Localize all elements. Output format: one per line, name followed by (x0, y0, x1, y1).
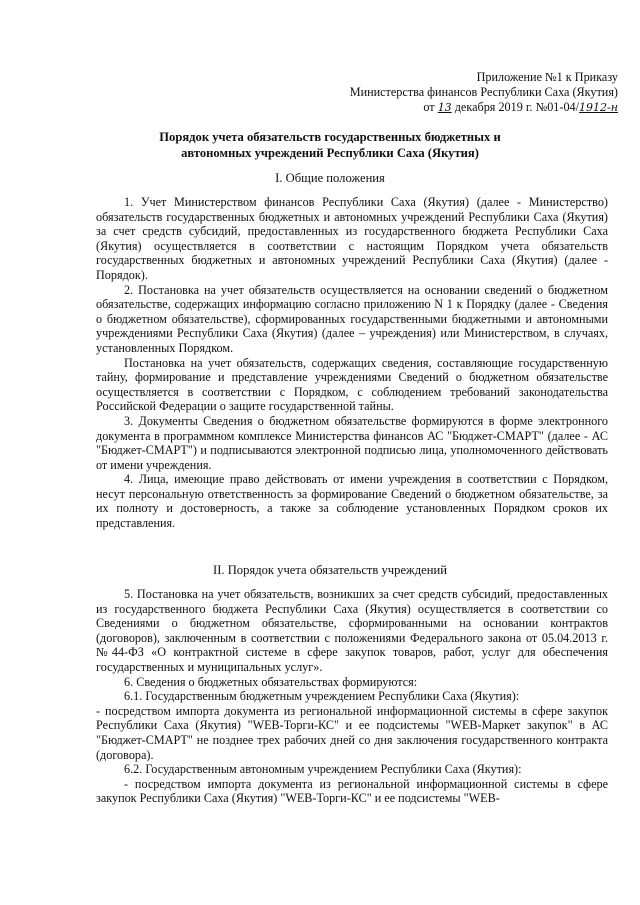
appendix-line-1: Приложение №1 к Приказу (476, 70, 618, 84)
paragraph: 6. Сведения о бюджетных обязательствах формируются: (124, 674, 418, 689)
appendix-line-3 (258, 100, 618, 115)
paragraph: Постановка на учет обязательств, содержащих сведения, составляющие государственную тайну, формирование и представление учреждениями Сведений о бюджетном обязательстве осуществляется в соответствии с Порядком, с соблюдением требований законодательства Российской Федерации о защите государственной тайны. (96, 355, 608, 414)
handwritten-number: 1912-н (579, 101, 618, 114)
paragraph: 6.2. Государственным автономным учреждением Республики Саха (Якутия): (124, 762, 522, 777)
section-2-heading: II. Порядок учета обязательств учреждений (213, 563, 447, 577)
paragraph: 4. Лица, имеющие право действовать от имени учреждения в соответствии с Порядком, несут персональную ответственность за формирование Сведений о бюджетном обязательстве, за их полноту и достоверность, а также за соблюдение установленных Порядком сроков их представления. (96, 472, 608, 531)
title-line-2: автономных учреждений Республики Саха (Якутия) (181, 146, 479, 160)
paragraph: 2. Постановка на учет обязательств осуществляется на основании сведений о бюджетном обязательстве, содержащих информацию согласно приложению N 1 к Порядку (далее - Сведения о бюджетном обязательстве), сформированных государственными бюджетными и автономными учреждениями Республики Саха (Якутия) (далее – учреждения) или Министерством, в случаях, установленных Порядком. (96, 282, 608, 355)
paragraph: 6.1. Государственным бюджетным учреждением Республики Саха (Якутия): (124, 689, 520, 704)
paragraph: - посредством импорта документа из региональной информационной системы в сфере закупок Республики Саха (Якутия) "WEB-Торги-КС" и ее подсистемы "WEB- (96, 776, 608, 806)
title-line-1: Порядок учета обязательств государственных бюджетных и (159, 130, 501, 144)
paragraph: - посредством импорта документа из региональной информационной системы в сфере закупок Республики Саха (Якутия) "WEB-Торги-КС" и ее подсистемы "WEB-Маркет закупок" в АС "Бюджет-СМАРТ" не позднее трех рабочих дней со дня заключения государственного контракта (договора). (96, 703, 608, 762)
section-1-body (96, 195, 608, 531)
paragraph: 5. Постановка на учет обязательств, возникших за счет средств субсидий, предоставленных из государственного бюджета Республики Саха (Якутия) осуществляется в соответствии со Сведениями о бюджетном обязательстве, сформированными на основании контрактов (договоров), заключенным в соответствии с положениями Федерального закона от 05.04.2013 г. №44-ФЗ «О контрактной системе в сфере закупок товаров, работ, услуг для обеспечения государственных и муниципальных услуг». (96, 587, 608, 674)
appendix-header (258, 70, 618, 115)
appendix-date-mid: декабря 2019 г. №01-04/ (451, 100, 580, 114)
document-title (60, 129, 600, 161)
appendix-line-2: Министерства финансов Республики Саха (Якутия) (349, 85, 618, 99)
section-2-body (96, 587, 608, 806)
paragraph: 1. Учет Министерством финансов Республики Саха (Якутия) (далее - Министерство) обязательств государственных бюджетных и автономных учреждений Республики Саха (Якутия) за счет средств субсидий, предоставленных из государственного бюджета Республики Саха (Якутия) осуществляется в соответствии с настоящим Порядком учета обязательств государственных бюджетных и автономных учреждений Республики Саха (Якутия) (далее - Порядок). (96, 195, 608, 282)
paragraph: 3. Документы Сведения о бюджетном обязательстве формируются в форме электронного документа в программном комплексе Министерства финансов АС "Бюджет-СМАРТ" (далее - АС "Бюджет-СМАРТ") и подписываются электронной подписью лица, уполномоченного действовать от имени учреждения. (96, 413, 608, 472)
section-1-heading: I. Общие положения (275, 171, 385, 185)
appendix-date-prefix: от (423, 100, 435, 114)
handwritten-day: 13 (437, 101, 452, 114)
